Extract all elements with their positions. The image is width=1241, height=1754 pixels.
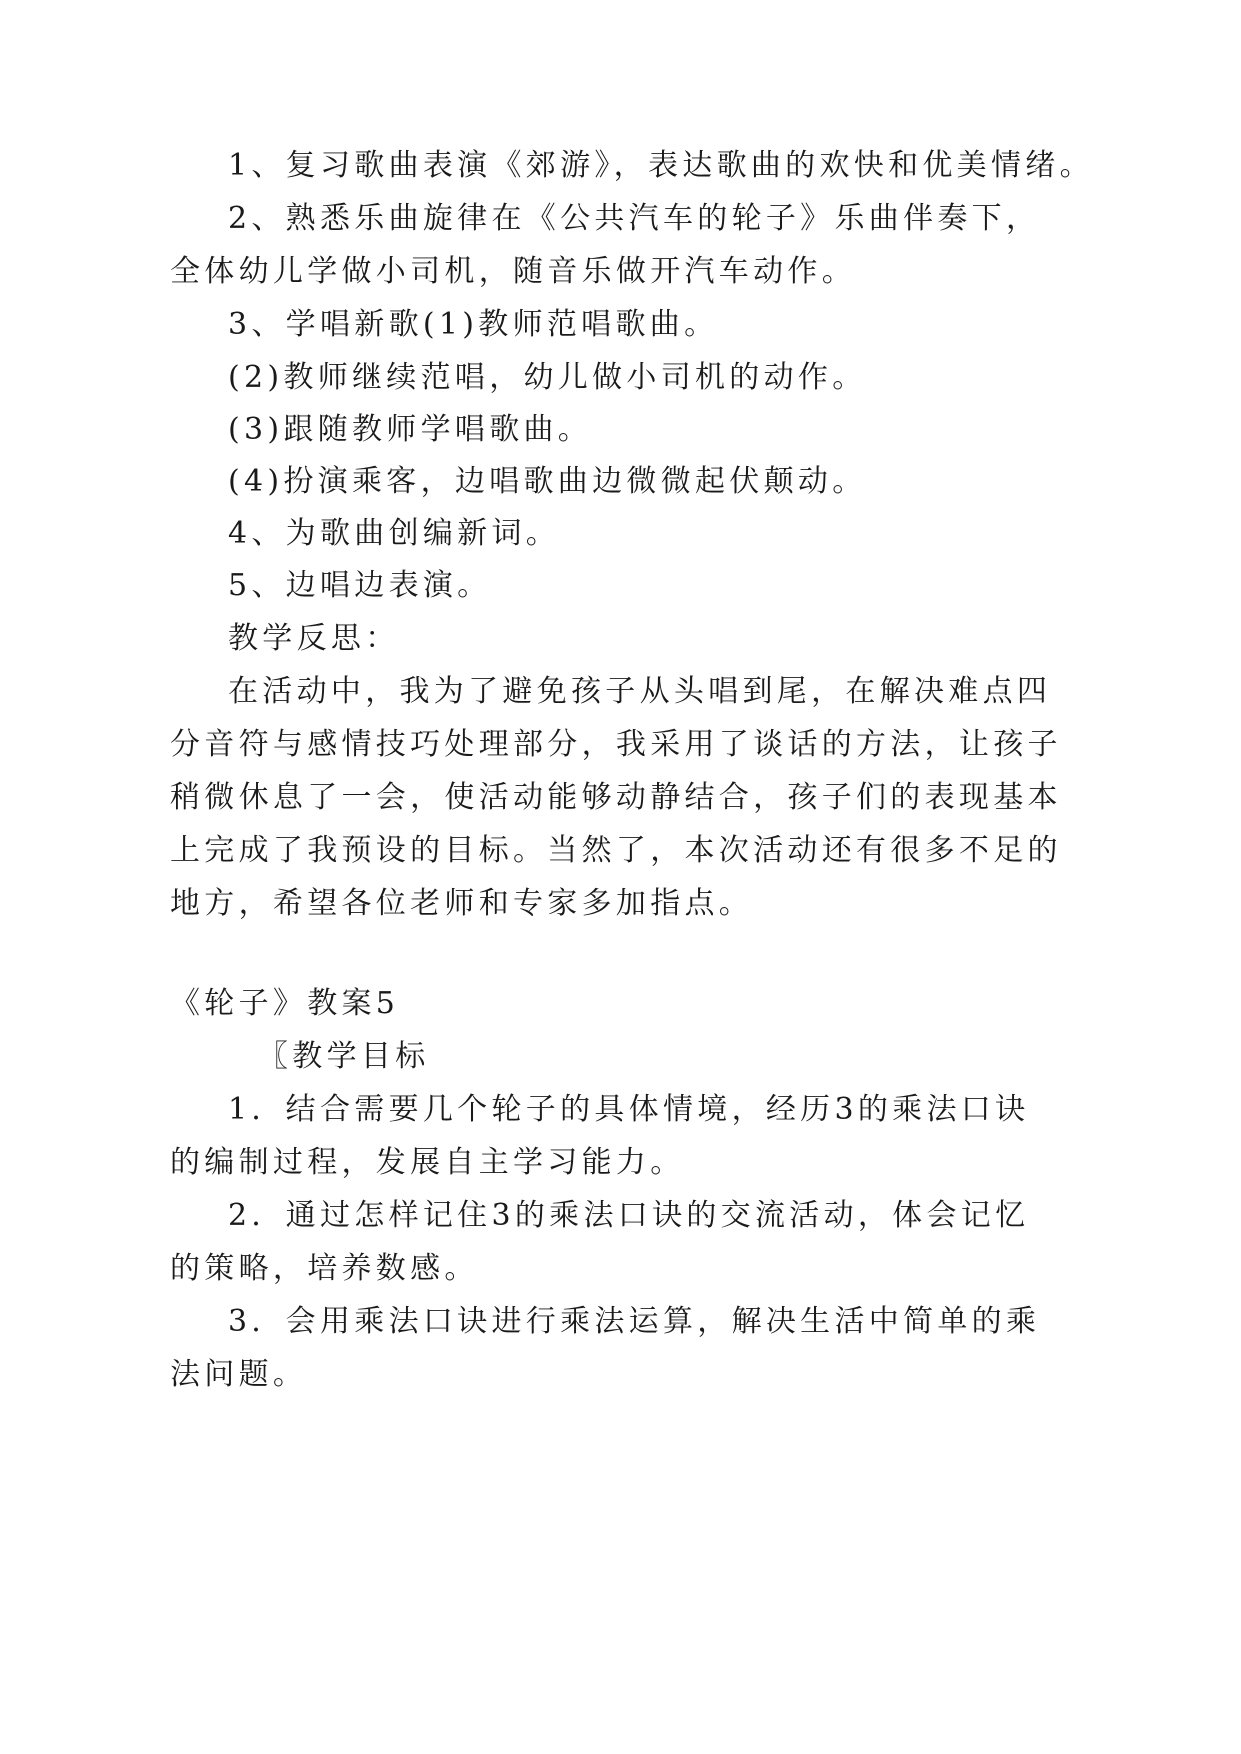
step-4: 4、为歌曲创编新词。 bbox=[228, 516, 561, 551]
step-2-line-1: 2、熟悉乐曲旋律在《公共汽车的轮子》乐曲伴奏下， bbox=[228, 201, 1041, 236]
section-title: 《轮子》教案5 bbox=[170, 986, 400, 1021]
reflection-heading: 教学反思： bbox=[228, 621, 400, 656]
step-1: 1、复习歌曲表演《郊游》，表达歌曲的欢快和优美情绪。 bbox=[228, 148, 1094, 183]
reflection-line: 分音符与感情技巧处理部分，我采用了谈话的方法，让孩子 bbox=[170, 727, 1062, 762]
goal-line: 的策略，培养数感。 bbox=[170, 1251, 479, 1286]
reflection-line: 上完成了我预设的目标。当然了，本次活动还有很多不足的 bbox=[170, 833, 1062, 868]
reflection-line: 地方，希望各位老师和专家多加指点。 bbox=[170, 886, 754, 921]
step-3-sub-4: (4)扮演乘客，边唱歌曲边微微起伏颠动。 bbox=[228, 464, 867, 499]
goal-line: 2．通过怎样记住3的乘法口诀的交流活动，体会记忆 bbox=[228, 1198, 1030, 1233]
goal-line: 法问题。 bbox=[170, 1357, 308, 1392]
step-3: 3、学唱新歌(1)教师范唱歌曲。 bbox=[228, 307, 719, 342]
reflection-line: 在活动中，我为了避免孩子从头唱到尾，在解决难点四 bbox=[228, 674, 1052, 709]
goal-line: 3．会用乘法口诀进行乘法运算，解决生活中简单的乘 bbox=[228, 1304, 1041, 1339]
goal-line: 1．结合需要几个轮子的具体情境，经历3的乘法口诀 bbox=[228, 1092, 1030, 1127]
step-3-sub-3: (3)跟随教师学唱歌曲。 bbox=[228, 412, 593, 447]
section-subheading: 〖教学目标 bbox=[258, 1039, 430, 1074]
step-2-line-2: 全体幼儿学做小司机，随音乐做开汽车动作。 bbox=[170, 254, 856, 289]
reflection-line: 稍微休息了一会，使活动能够动静结合，孩子们的表现基本 bbox=[170, 780, 1062, 815]
step-3-sub-2: (2)教师继续范唱，幼儿做小司机的动作。 bbox=[228, 360, 867, 395]
goal-line: 的编制过程，发展自主学习能力。 bbox=[170, 1145, 685, 1180]
step-5: 5、边唱边表演。 bbox=[228, 568, 492, 603]
